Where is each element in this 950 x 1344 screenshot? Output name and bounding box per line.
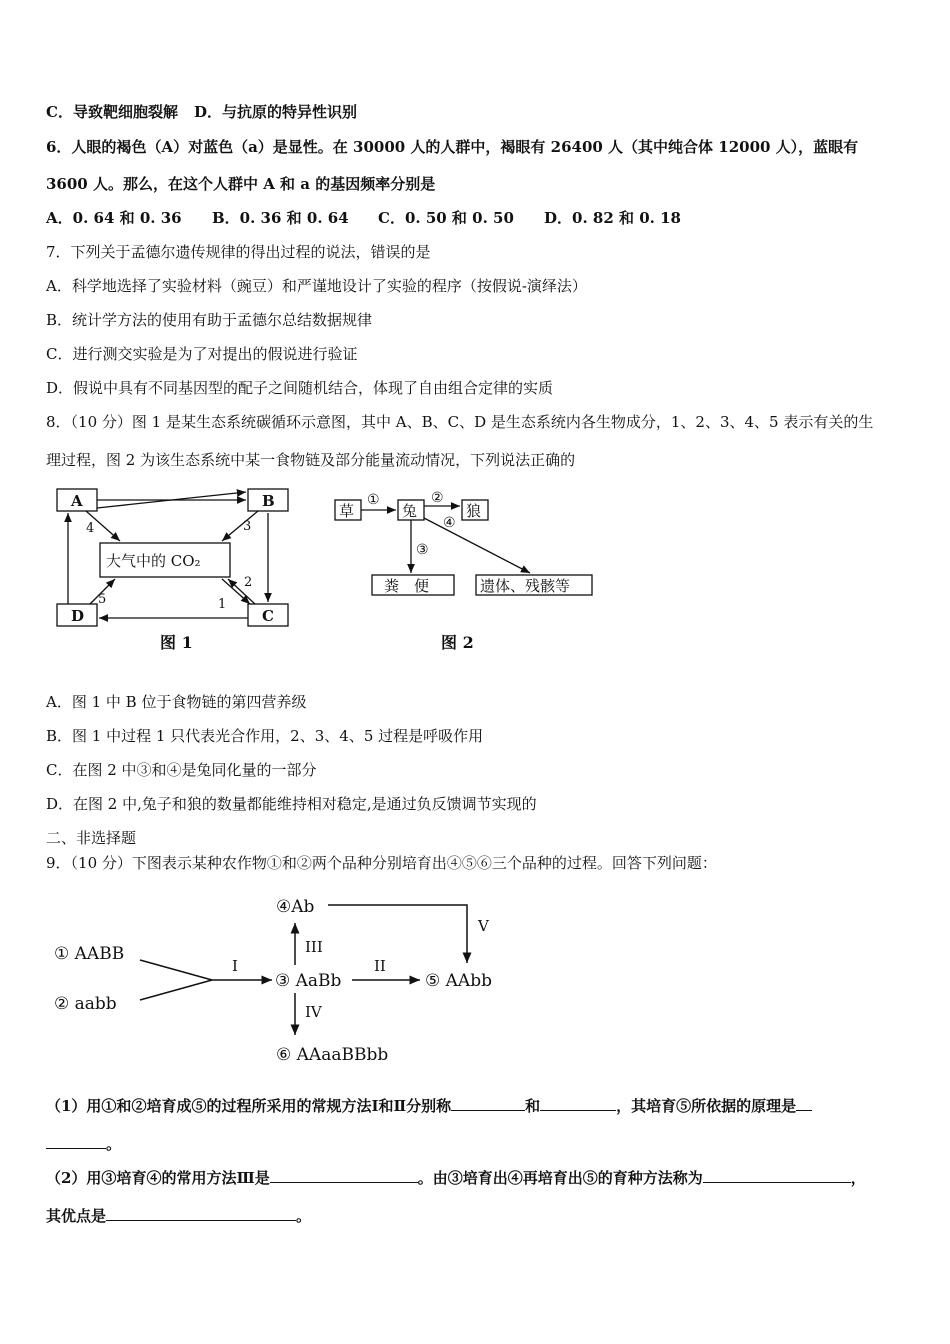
fig1-label-b: B	[262, 492, 275, 510]
q6-stem-line2: 3600 人。那么，在这个人群中 A 和 a 的基因频率分别是	[46, 175, 436, 193]
q6-stem-line1: 6．人眼的褐色（A）对蓝色（a）是显性。在 30000 人的人群中，褐眼有 26400 人（其中纯合体 12000 人），蓝眼有	[46, 138, 859, 156]
q9-blank-1[interactable]	[451, 1096, 525, 1111]
q9-blank-5[interactable]	[703, 1168, 851, 1183]
fig1-label-d: D	[71, 607, 85, 625]
q6-option-c: C．0. 50 和 0. 50	[378, 209, 514, 227]
q8-option-b: B．图 1 中过程 1 只代表光合作用，2、3、4、5 过程是呼吸作用	[46, 727, 484, 745]
fig1-num-4: 4	[86, 521, 95, 536]
q9-blank-6[interactable]	[106, 1206, 296, 1221]
q9-sub2-text-a: （2）用③培育④的常用方法Ⅲ是	[46, 1169, 270, 1187]
q9-sub1-end: 。	[106, 1135, 122, 1153]
q5-option-c: C．导致靶细胞裂解	[46, 103, 178, 121]
q9-label-p5: ⑤ AAbb	[425, 971, 492, 991]
q9-sub1	[46, 1096, 812, 1116]
fig2-label-remains: 遗体、残骸等	[480, 577, 571, 595]
fig2-circle-1: ①	[367, 492, 380, 508]
q9-label-p6: ⑥ AAaaBBbb	[276, 1045, 389, 1065]
q9-sub2-text-c: ，	[850, 1169, 866, 1187]
q9-sub2-text-d: 其优点是	[46, 1207, 107, 1225]
q9-sub1-text-b: 和	[525, 1097, 541, 1115]
q7-stem: 7．下列关于孟德尔遗传规律的得出过程的说法，错误的是	[46, 243, 431, 261]
q9-arrow-v	[328, 905, 467, 963]
q9-line-p2	[140, 980, 212, 1000]
fig1-label-a: A	[71, 492, 83, 510]
fig2-circle-3: ③	[416, 542, 429, 558]
q9-sub1-text-c: ，其培育⑤所依据的原理是	[616, 1097, 797, 1115]
q9-sub2	[46, 1168, 866, 1188]
fig2-arrow-4	[424, 518, 530, 573]
fig2-label-wolf: 狼	[466, 502, 482, 520]
q9-roman-ii: II	[374, 957, 386, 975]
q8-stem-line1: 8．（10 分）图 1 是某生态系统碳循环示意图，其中 A、B、C、D 是生态系统内各生物成分，1、2、3、4、5 表示有关的生	[46, 413, 874, 431]
q8-stem-line2: 理过程，图 2 为该生态系统中某一食物链及部分能量流动情况，下列说法正确的	[46, 451, 576, 469]
fig1-num-5: 5	[98, 592, 107, 607]
q6-option-a: A．0. 64 和 0. 36	[46, 209, 182, 227]
q9-label-p1: ① AABB	[54, 944, 125, 964]
q9-blank-4[interactable]	[270, 1168, 418, 1183]
q5-option-d: D．与抗原的特异性识别	[193, 103, 357, 121]
q6-option-d: D．0. 82 和 0. 18	[544, 209, 681, 227]
q9-stem: 9．（10 分）下图表示某种农作物①和②两个品种分别培育出④⑤⑥三个品种的过程。回答下列问题：	[46, 854, 717, 872]
q7-option-a: A．科学地选择了实验材料（豌豆）和严谨地设计了实验的程序（按假说-演绎法）	[46, 277, 587, 295]
q8-option-a: A．图 1 中 B 位于食物链的第四营养级	[46, 693, 307, 711]
q9-sub2-end: 。	[296, 1207, 312, 1225]
q9-label-p4: ④Ab	[276, 897, 315, 917]
fig2-label-rabbit: 兔	[402, 502, 418, 520]
q9-blank-2[interactable]	[540, 1096, 616, 1111]
q9-breeding-diagram	[0, 885, 560, 1075]
fig1-arrow-3	[222, 511, 258, 541]
fig1-label-c: C	[262, 607, 274, 625]
fig1-num-1: 1	[218, 597, 227, 612]
fig2-label-grass: 草	[339, 502, 355, 520]
q9-label-p2: ② aabb	[54, 994, 117, 1014]
q9-roman-iii: III	[305, 938, 323, 956]
section-title: 二、非选择题	[46, 829, 137, 847]
q9-label-p3: ③ AaBb	[275, 971, 342, 991]
q9-sub1-text-a: （1）用①和②培育成⑤的过程所采用的常规方法Ⅰ和Ⅱ分别称	[46, 1097, 452, 1115]
q8-option-c: C．在图 2 中③和④是兔同化量的一部分	[46, 761, 317, 779]
fig1-num-3: 3	[243, 519, 252, 534]
q7-option-c: C．进行测交实验是为了对提出的假说进行验证	[46, 345, 358, 363]
q9-roman-iv: IV	[305, 1003, 322, 1021]
fig2-label-feces: 粪 便	[384, 577, 430, 595]
q7-option-b: B．统计学方法的使用有助于孟德尔总结数据规律	[46, 311, 373, 329]
fig2-caption: 图 2	[441, 633, 474, 652]
q9-blank-3-cont[interactable]	[46, 1134, 106, 1149]
fig1-num-2: 2	[244, 575, 253, 590]
q9-blank-3[interactable]	[796, 1096, 812, 1111]
q9-sub2-text-b: 。由③培育出④再培育出⑤的育种方法称为	[417, 1169, 703, 1187]
fig1-caption: 图 1	[160, 633, 193, 652]
q9-sub1-cont	[46, 1134, 121, 1154]
q6-options	[46, 208, 681, 228]
fig1-label-co2: 大气中的 CO₂	[106, 552, 201, 570]
fig2-circle-2: ②	[431, 490, 444, 506]
q8-option-d: D．在图 2 中,兔子和狼的数量都能维持相对稳定,是通过负反馈调节实现的	[46, 795, 537, 813]
q9-roman-i: I	[232, 957, 238, 975]
q8-figures	[0, 480, 620, 660]
q9-line-p1	[140, 960, 212, 980]
q6-option-b: B．0. 36 和 0. 64	[212, 209, 349, 227]
fig2-circle-4: ④	[443, 515, 456, 531]
q5-options	[46, 102, 357, 122]
q7-option-d: D．假说中具有不同基因型的配子之间随机结合，体现了自由组合定律的实质	[46, 379, 554, 397]
q9-roman-v: V	[478, 917, 489, 935]
q9-sub2-cont	[46, 1206, 311, 1226]
